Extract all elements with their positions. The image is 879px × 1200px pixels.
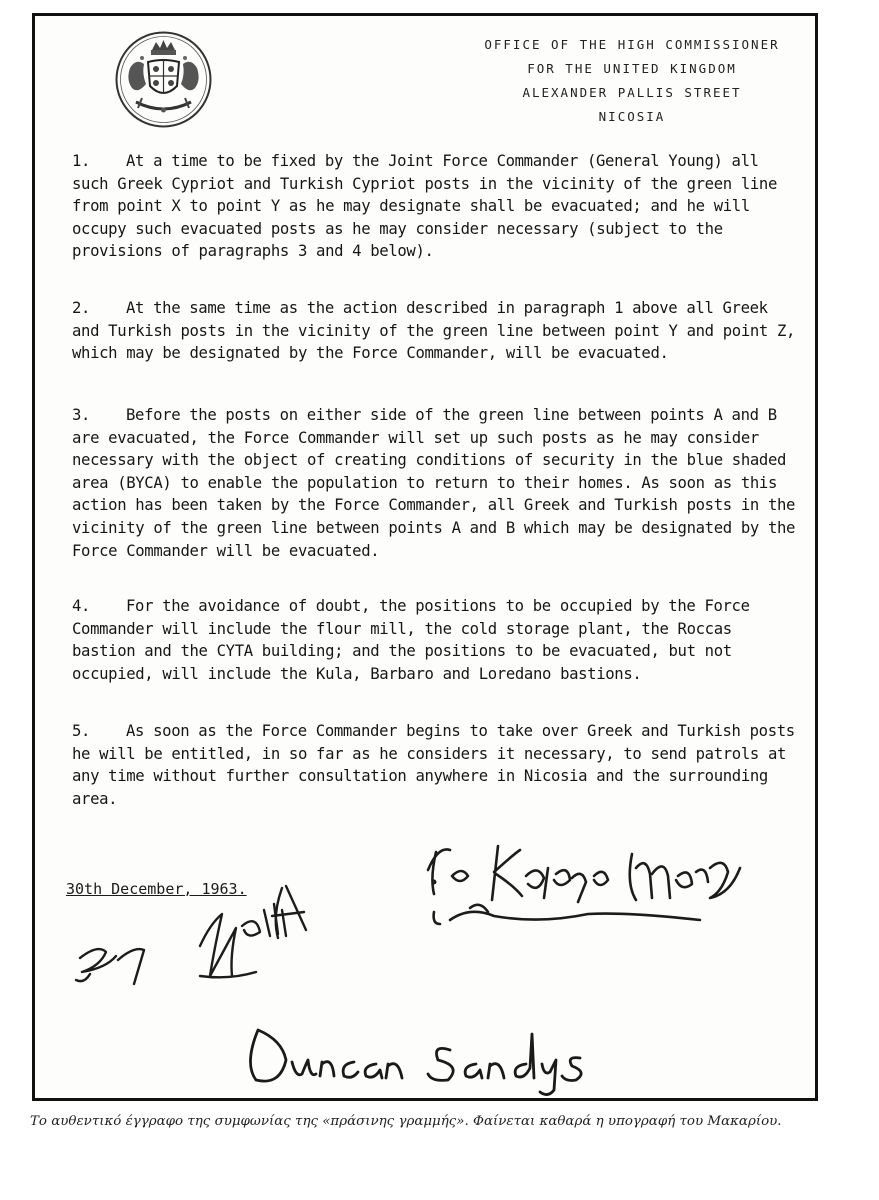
duncan-sandys-signature — [236, 1020, 616, 1100]
letterhead — [452, 33, 812, 129]
letterhead-line-1: OFFICE OF THE HIGH COMMISSIONER — [484, 37, 780, 52]
paragraph-4 — [72, 595, 802, 685]
paragraph-1 — [72, 150, 802, 263]
paragraph-5 — [72, 720, 802, 810]
makarios-signature — [410, 828, 760, 938]
paragraph-number: 3. — [72, 406, 91, 424]
coat-of-arms-seal — [112, 28, 215, 131]
paragraph-number: 2. — [72, 299, 91, 317]
initials-signature — [60, 880, 320, 1010]
paragraph-text: As soon as the Force Commander begins to take over Greek and Turkish posts he will be entitled, in so far as he considers it necessary, to send patrols at any time without further consultation anywhere in Nicosia and the surrounding area. — [72, 722, 795, 808]
paragraph-text: For the avoidance of doubt, the positions to be occupied by the Force Commander will include the flour mill, the cold storage plant, the Roccas bastion and the CYTA building; and the positions to be evacuated, but not occupied, will include the Kula, Barbaro and Loredano bastions. — [72, 597, 750, 683]
paragraph-number: 5. — [72, 722, 91, 740]
letterhead-line-3: ALEXANDER PALLIS STREET — [522, 85, 742, 100]
paragraph-text: At a time to be fixed by the Joint Force Commander (General Young) all such Greek Cypriot and Turkish Cypriot posts in the vicinity of the green line from point X to point Y as he may designate shall be evacuated; and he will occupy such evacuated posts as he may consider necessary (subject to the provisions of paragraphs 3 and 4 below). — [72, 152, 777, 261]
letterhead-line-4: NICOSIA — [598, 109, 666, 124]
document-date: 30th December, 1963. — [66, 880, 247, 898]
paragraph-2 — [72, 297, 802, 365]
paragraph-number: 1. — [72, 152, 91, 170]
paragraph-3 — [72, 404, 802, 562]
letterhead-line-2: FOR THE UNITED KINGDOM — [527, 61, 737, 76]
photo-caption: Το αυθεντικό έγγραφο της συμφωνίας της «πράσινης γραμμής». Φαίνεται καθαρά η υπογραφή του Μακαρίου. — [30, 1114, 782, 1129]
paragraph-number: 4. — [72, 597, 91, 615]
paragraph-text: Before the posts on either side of the green line between points A and B are evacuated, the Force Commander will set up such posts as he may consider necessary with the object of creating conditions of security in the blue shaded area (BYCA) to enable the population to return to their homes. As soon as this action has been taken by the Force Commander, all Greek and Turkish posts in the vicinity of the green line between points A and B which may be designated by the Force Commander will be evacuated. — [72, 406, 796, 560]
paragraph-text: At the same time as the action described in paragraph 1 above all Greek and Turkish posts in the vicinity of the green line between point Y and point Z, which may be designated by the Force Commander, will be evacuated. — [72, 299, 796, 363]
